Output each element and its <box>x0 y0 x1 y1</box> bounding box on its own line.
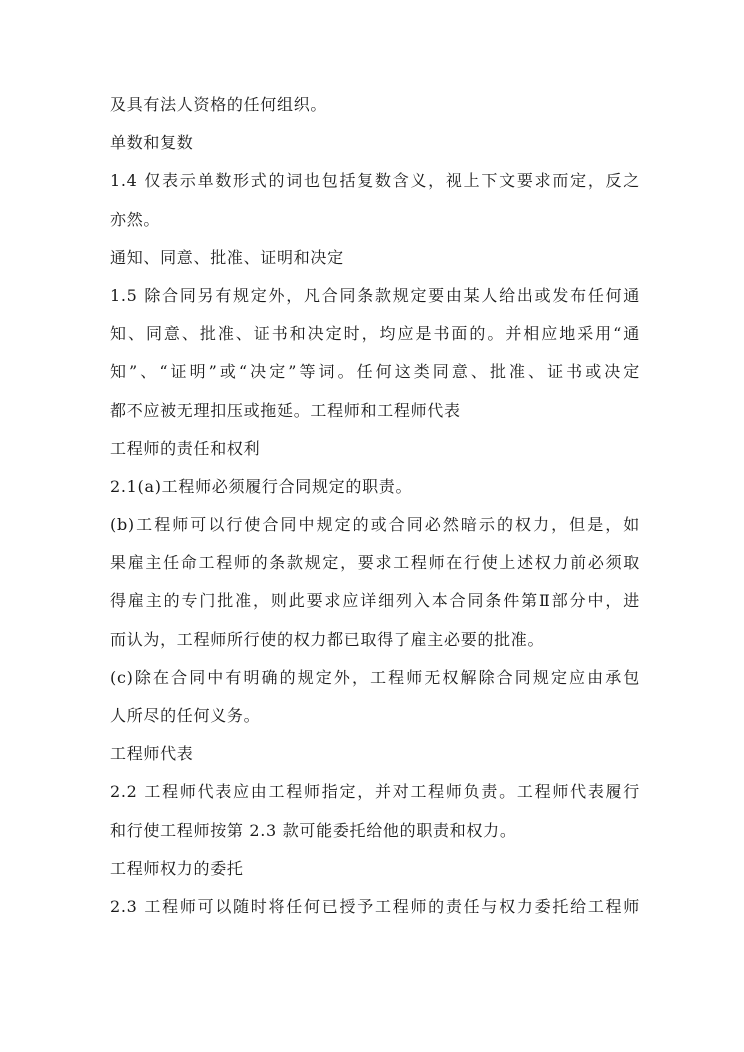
clause-2-2-line-1: 2.2 工程师代表应由工程师指定，并对工程师负责。工程师代表履行 <box>110 782 640 802</box>
clause-1-5-line-1: 1.5 除合同另有规定外，凡合同条款规定要由某人给出或发布任何通 <box>110 285 640 305</box>
clause-2-3-line-1: 2.3 工程师可以随时将任何已授予工程师的责任与权力委托给工程师 <box>110 896 640 916</box>
clause-2-1b-line-1: (b)工程师可以行使合同中规定的或合同必然暗示的权力，但是，如 <box>110 515 640 535</box>
section-heading-engineer-representative: 工程师代表 <box>110 744 194 764</box>
clause-2-1a-line-1: 2.1(a)工程师必须履行合同规定的职责。 <box>110 476 413 496</box>
section-heading-engineer-duties: 工程师的责任和权利 <box>110 438 261 458</box>
text-line-1: 及具有法人资格的任何组织。 <box>110 95 328 114</box>
section-heading-delegation: 工程师权力的委托 <box>110 858 244 878</box>
clause-2-1b-line-4: 而认为，工程师所行使的权力都已取得了雇主必要的批准。 <box>110 629 545 649</box>
clause-2-1c-line-1: (c)除在合同中有明确的规定外，工程师无权解除合同规定应由承包 <box>110 667 640 687</box>
section-heading-notices: 通知、同意、批准、证明和决定 <box>110 247 344 267</box>
clause-2-2-line-2: 和行使工程师按第 2.3 款可能委托给他的职责和权力。 <box>110 820 517 840</box>
section-heading-singular-plural: 单数和复数 <box>110 133 194 153</box>
clause-2-1c-line-2: 人所尽的任何义务。 <box>110 706 261 725</box>
clause-2-1b-line-3: 得雇主的专门批准，则此要求应详细列入本合同条件第Ⅱ部分中，进 <box>110 591 640 611</box>
clause-1-5-line-4: 都不应被无理扣压或拖延。工程师和工程师代表 <box>110 400 461 420</box>
clause-1-5-line-3: 知”、“证明”或“决定”等词。任何这类同意、批准、证书或决定 <box>110 362 640 382</box>
clause-1-4-line-1: 1.4 仅表示单数形式的词也包括复数含义，视上下文要求而定，反之 <box>110 171 640 191</box>
clause-1-5-line-2: 知、同意、批准、证书和决定时，均应是书面的。并相应地采用“通 <box>110 324 640 344</box>
document-page <box>110 86 640 926</box>
clause-2-1b-line-2: 果雇主任命工程师的条款规定，要求工程师在行使上述权力前必须取 <box>110 553 640 573</box>
clause-1-4-line-2: 亦然。 <box>110 209 161 229</box>
